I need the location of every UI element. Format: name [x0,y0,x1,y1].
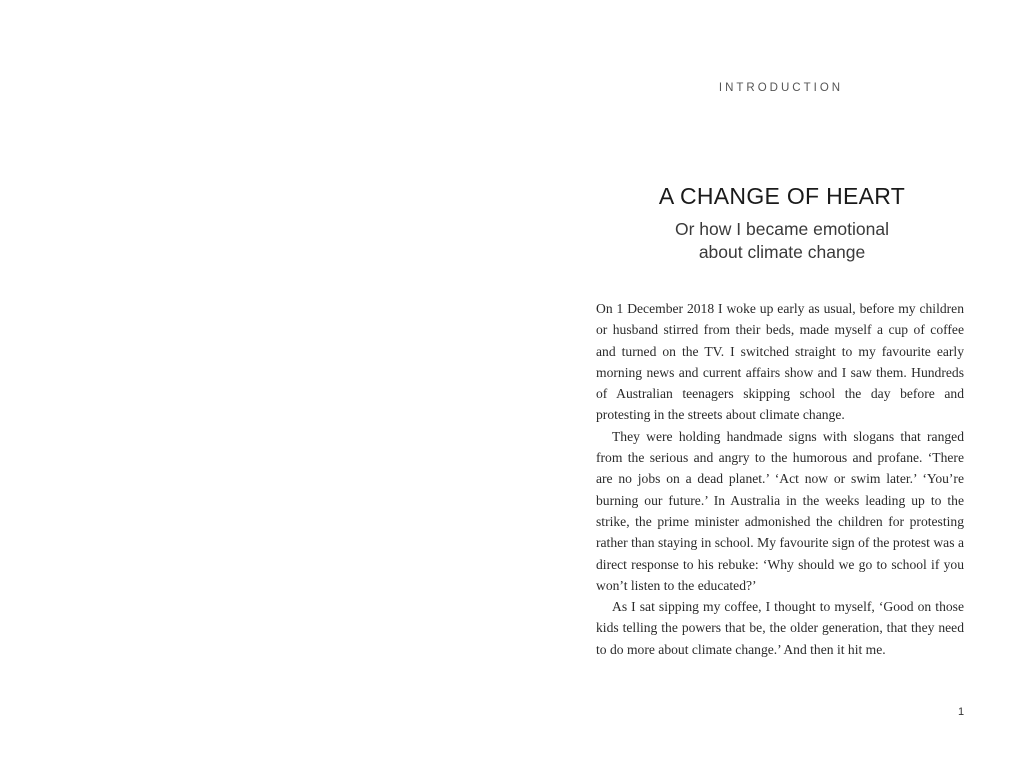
chapter-subtitle [592,218,972,264]
paragraph-3: As I sat sipping my coffee, I thought to myself, ‘Good on those kids telling the powers that be, the older generation, that they need to do more about climate change.’ And then it hit me. [596,599,964,657]
body-text [596,298,964,660]
paragraph-2: They were holding handmade signs with slogans that ranged from the serious and angry to the humorous and profane. ‘There are no jobs on a dead planet.’ ‘Act now or swim later.’ ‘You’re burning our future.’ In Australia in the weeks leading up to the strike, the prime minister admonished the children for protesting rather than staying in school. My favourite sign of the protest was a direct response to his rebuke: ‘Why should we go to school if you won’t listen to the educated?’ [596,428,964,593]
right-page [512,0,1024,783]
section-label: INTRODUCTION [718,82,844,94]
chapter-title: A CHANGE OF HEART [658,183,906,209]
paragraph-1: On 1 December 2018 I woke up early as usual, before my children or husband stirred from their beds, made myself a cup of coffee and turned on the TV. I switched straight to my favourite early morning news and current affairs show and I saw them. Hundreds of Australian teenagers skipping school the day before and protesting in the streets about climate change. [596,301,964,423]
chapter-subtitle-line-1: Or how I became emotional [675,219,889,239]
page-number: 1 [958,706,965,718]
chapter-subtitle-line-2: about climate change [698,242,866,262]
